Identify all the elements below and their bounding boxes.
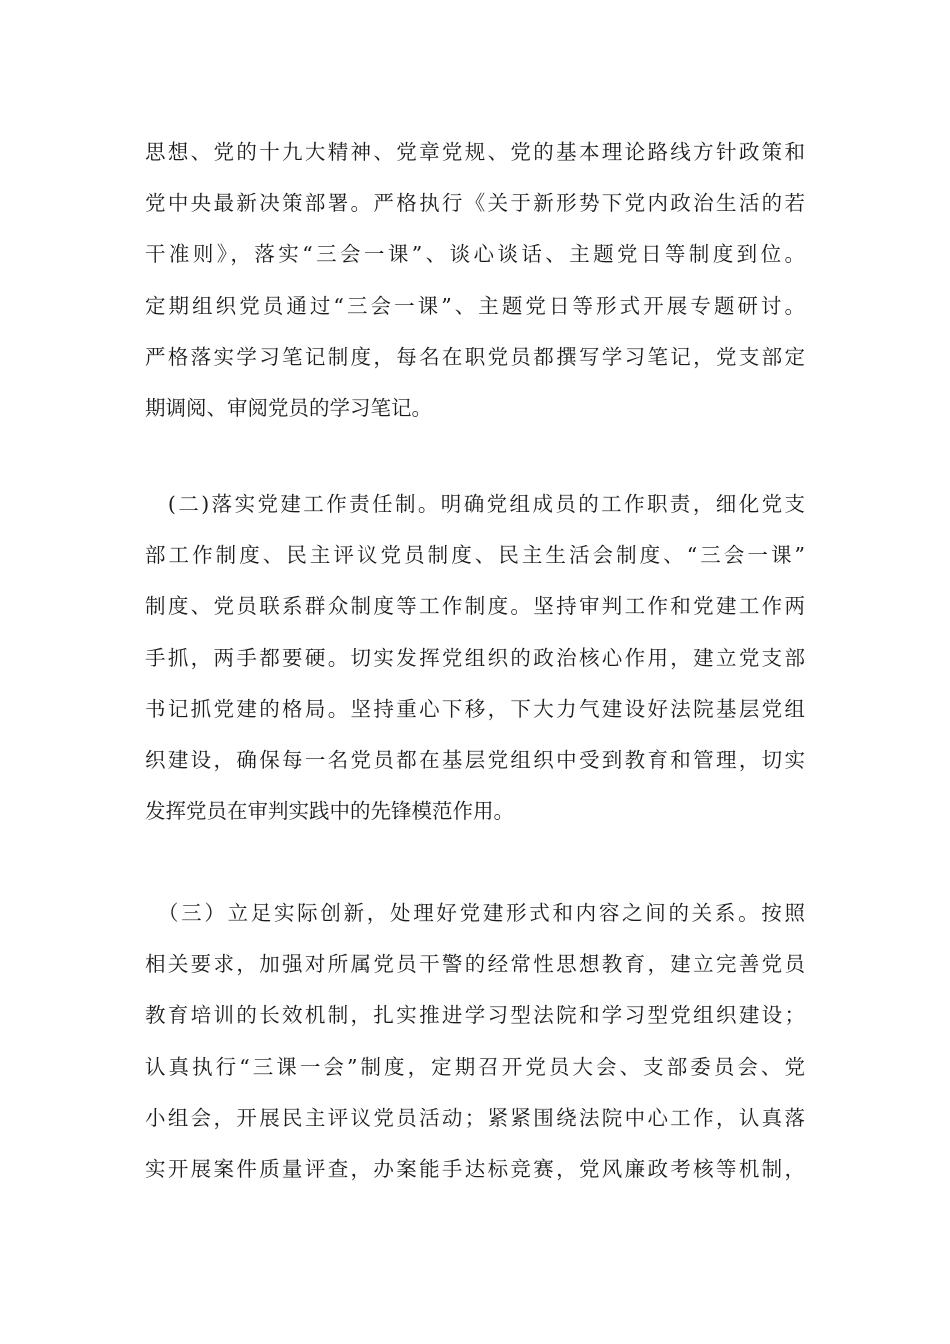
paragraph-line: 思想、党的十九大精神、党章党规、党的基本理论路线方针政策和 bbox=[145, 140, 805, 164]
paragraph-line: 书记抓党建的格局。坚持重心下移，下大力气建设好法院基层党组 bbox=[145, 696, 805, 721]
paragraph-line: 发挥党员在审判实践中的先锋模范作用。 bbox=[145, 799, 514, 824]
paragraph-line: 小组会，开展民主评议党员活动；紧紧围绕法院中心工作，认真落 bbox=[145, 1105, 805, 1130]
paragraph-line: 手抓，两手都要硬。切实发挥党组织的政治核心作用，建立党支部 bbox=[145, 645, 805, 670]
paragraph-line: （三）立足实际创新，处理好党建形式和内容之间的关系。按照 bbox=[145, 901, 805, 925]
paragraph-line: 党中央最新决策部署。严格执行《关于新形势下党内政治生活的若 bbox=[145, 191, 805, 216]
paragraph-line: 期调阅、审阅党员的学习笔记。 bbox=[145, 395, 432, 420]
paragraph-line: 织建设，确保每一名党员都在基层党组织中受到教育和管理，切实 bbox=[145, 747, 805, 772]
paragraph-line: 认真执行“三课一会”制度，定期召开党员大会、支部委员会、党 bbox=[145, 1054, 805, 1079]
paragraph-line: 干准则》，落实“三会一课”、谈心谈话、主题党日等制度到位。 bbox=[145, 242, 805, 267]
paragraph-1 bbox=[145, 127, 805, 434]
paragraph-line: 相关要求，加强对所属党员干警的经常性思想教育，建立完善党员 bbox=[145, 952, 805, 977]
paragraph-line: 部工作制度、民主评议党员制度、民主生活会制度、“三会一课” bbox=[145, 543, 805, 568]
paragraph-line: 定期组织党员通过“三会一课”、主题党日等形式开展专题研讨。 bbox=[145, 293, 805, 318]
paragraph-line: 教育培训的长效机制，扎实推进学习型法院和学习型党组织建设； bbox=[145, 1003, 805, 1028]
paragraph-3 bbox=[145, 888, 805, 1195]
paragraph-line: (二)落实党建工作责任制。明确党组成员的工作职责，细化党支 bbox=[145, 492, 805, 516]
paragraph-line: 实开展案件质量评查，办案能手达标竞赛，党风廉政考核等机制， bbox=[145, 1156, 805, 1181]
paragraph-line: 制度、党员联系群众制度等工作制度。坚持审判工作和党建工作两 bbox=[145, 594, 805, 619]
paragraph-2 bbox=[145, 479, 805, 837]
paragraph-line: 严格落实学习笔记制度，每名在职党员都撰写学习笔记，党支部定 bbox=[145, 344, 805, 369]
